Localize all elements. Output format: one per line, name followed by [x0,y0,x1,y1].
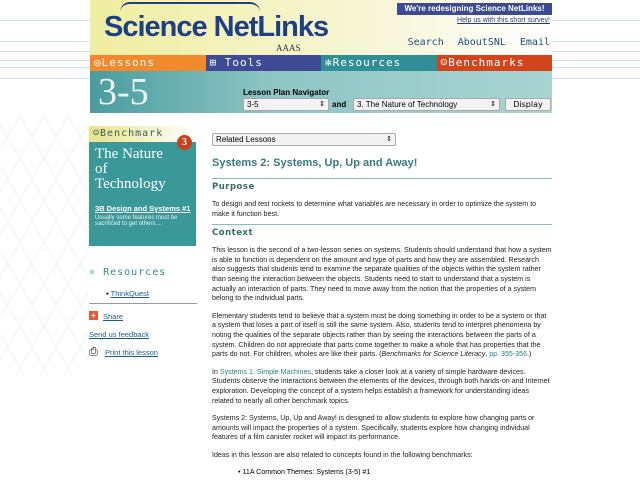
benchmark-title: The Nature of Technology [95,146,166,192]
benchmark-desc: Usually some features must be sacrificed to get others.... [95,215,178,227]
select-arrow-icon: ⇕ [319,101,325,108]
printer-icon[interactable]: ⎙ [89,346,98,358]
purpose-heading: Purpose [212,178,552,192]
nav-benchmarks[interactable]: ☺Benchmarks [437,55,553,71]
related-lessons-select[interactable]: Related Lessons ⇕ [212,133,396,146]
share-link[interactable]: Share [103,312,124,321]
context-p3: In Systems 1: Simple Machines, students take a closer look at a variety of simple hardware devices. Students observe the interactions between the elements of the devices, through both hands-on and Internet exploration. Developing the concept of a system helps establish a framework for understanding ideas related to nearly all other benchmark topics. [212,367,550,405]
topic-select[interactable]: 3. The Nature of Technology ⇕ [353,98,500,111]
context-p4: Systems 2: Systems, Up, Up and Away! is designed to allow students to explore how changing parts or amounts will impact the properties of a system. Specifically, students explore how changing individual features of a film canister rocket will impact its performance. [212,414,535,442]
resource-item: ▪ ThinkQuest [106,289,149,298]
atom-icon: ⚛ [89,267,97,278]
benchmark-number: 3 [177,135,192,150]
email-link[interactable]: Email [519,37,550,48]
context-p5: Ideas in this lesson are also related to concepts found in the following benchmarks: [212,450,473,459]
site-header [90,0,552,55]
share-icon[interactable]: + [89,311,98,320]
search-link[interactable]: Search [407,37,444,48]
purpose-text: To design and test rockets to determine what variables are necessary in order to optimize the system to make it function best. [212,200,537,218]
navigator-band [90,71,552,113]
select-arrow-icon: ⇕ [386,136,392,143]
feedback-link[interactable]: Send us feedback [89,330,150,339]
nav-resources[interactable]: ✻Resources [321,55,437,71]
context-p2: Elementary students tend to believe that a system must be doing something in order to be a system or that a system that loses a part of itself is still the same system. Also, students tend to interpret phenomena by noting the qualities of the separate objects rather than by seeing the interactions between the parts of a system. Children do not appreciate that parts come together to make a whole that has properties that the parts do not. For children, wholes are like their parts. (Benchmarks for Science Literacy, pp. 355-356.) [212,311,547,359]
main-nav [90,55,552,71]
benchmark-link[interactable]: 3B Design and Systems #1 [95,204,191,213]
resources-heading: ⚛ Resources [89,267,167,278]
benchmark-list-item: • 11A Common Themes: Systems (3-5) #1 [238,468,371,477]
divider [89,303,197,304]
hex-background [0,115,88,375]
benchmark-card [89,126,196,246]
redesign-banner[interactable]: We're redesigning Science NetLinks! [397,3,552,15]
logo-sub: AAAS [276,43,301,53]
print-link[interactable]: Print this lesson [105,348,158,357]
context-p1: This lesson is the second of a two-lesson series on systems. Students should understand that how a system is able to function is dependent on the amount and type of parts and how they are assembled. Research also suggests that students tend to examine the separate qualities of the objects within the system rather than seeing the interaction between the objects. Students need to start to understand that a system is actually an interaction of parts. They need to move away from the notion that the properties of a system belong to the individual parts. [212,246,552,303]
select-arrow-icon: ⇕ [490,101,496,108]
nav-lessons[interactable]: ◎Lessons [90,55,206,71]
nav-tools[interactable]: ⊞ Tools [206,55,322,71]
benchmark-header: ☺Benchmark [89,126,196,142]
and-label: and [332,100,347,109]
about-link[interactable]: AboutSNL [457,37,506,48]
systems1-link[interactable]: Systems 1: Simple Machines [219,367,311,376]
navigator-title: Lesson Plan Navigator [243,88,330,97]
context-heading: Context [212,224,552,238]
main-content [212,133,552,476]
grade-select[interactable]: 3-5 ⇕ [243,98,329,111]
logo[interactable]: Science NetLinks [104,11,329,43]
grade-label: 3-5 [98,71,149,113]
survey-link[interactable]: Help us with this short survey! [457,17,550,24]
pages-link[interactable]: pp. 355-356 [489,350,528,359]
thinkquest-link[interactable]: ThinkQuest [110,289,149,298]
lesson-title: Systems 2: Systems, Up, Up and Away! [212,157,418,169]
display-button[interactable]: Display [505,98,551,111]
